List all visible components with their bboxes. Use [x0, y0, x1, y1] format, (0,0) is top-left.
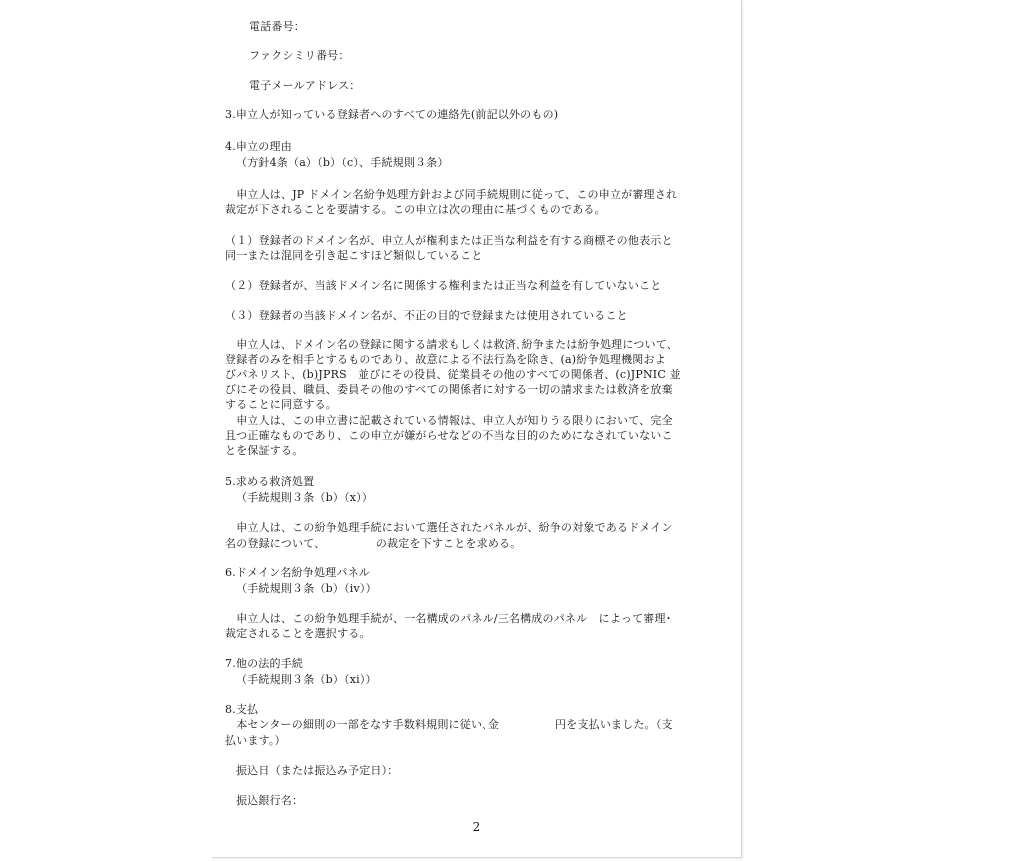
page-number: 2: [472, 820, 481, 834]
reason-1-line: 同一または混同を引き起こすほど類似していること: [225, 249, 483, 262]
section-4-reference: （方針4条（a）（b）（c）、手続規則３条）: [236, 156, 449, 169]
section-5-body-line: 名の登録について、 の裁定を下すことを求める。: [225, 537, 522, 550]
section-7-heading: 7.他の法的手続: [225, 657, 304, 670]
waiver-line: びにその役員、職員、委員その他のすべての関係者に対する一切の請求または救済を放棄: [225, 383, 673, 396]
section-5-body-line: 申立人は、この紛争処理手続において選任されたパネルが、紛争の対象であるドメイン: [225, 521, 673, 534]
section-8-body-line: 払います。）: [225, 734, 286, 747]
section-5-heading: 5.求める救済処置: [225, 475, 315, 488]
waiver-line: 申立人は、ドメイン名の登録に関する請求もしくは救済､紛争または紛争処理について、: [225, 338, 678, 351]
waiver-line: とを保証する。: [225, 444, 304, 457]
section-6-heading: 6.ドメイン名紛争処理パネル: [225, 566, 370, 579]
section-8-body-line: 本センターの細則の一部をなす手数料規則に従い､金 円を支払いました。（支: [225, 718, 673, 731]
reason-2: （２）登録者が、当該ドメイン名に関係する権利または正当な利益を有していないこと: [225, 279, 662, 292]
section-7-reference: （手続規則３条（b）（xi））: [236, 673, 377, 686]
section-5-reference: （手続規則３条（b）（x））: [236, 491, 374, 504]
reason-1-line: （１）登録者のドメイン名が、申立人が権利または正当な利益を有する商標その他表示と: [225, 234, 673, 247]
waiver-line: 登録者のみを相手とするものであり、故意による不法行為を除き、(a)紛争処理機関およ: [225, 353, 666, 366]
document-page: [212, 0, 742, 858]
section-4-heading: 4.申立の理由: [225, 140, 292, 153]
section-4-intro-line: 裁定が下されることを要請する。この申立は次の理由に基づくものである。: [225, 203, 606, 216]
transfer-date-label: 振込日（または振込み予定日）：: [236, 764, 399, 777]
waiver-line: することに同意する。: [225, 398, 337, 411]
waiver-line: 申立人は、この申立書に記載されている情報は、申立人が知りうる限りにおいて、完全: [225, 414, 673, 427]
waiver-line: びパネリスト、(b)JPRS 並びにその役員、従業員その他のすべての関係者、(c)JPNIC 並: [225, 368, 681, 381]
email-field-label: 電子メールアドレス：: [249, 79, 361, 92]
section-4-intro-line: 申立人は、JP ドメイン名紛争処理方針および同手続規則に従って、この申立が審理され: [225, 188, 678, 201]
bank-name-label: 振込銀行名：: [236, 794, 304, 807]
fax-field-label: ファクシミリ番号：: [249, 49, 350, 62]
phone-field-label: 電話番号：: [249, 20, 305, 33]
section-6-body-line: 申立人は、この紛争処理手続が、一名構成のパネル/三名構成のパネル によって審理･: [225, 612, 672, 625]
reason-3: （３）登録者の当該ドメイン名が、不正の目的で登録または使用されていること: [225, 309, 628, 322]
section-3-heading: 3.申立人が知っている登録者へのすべての連絡先(前記以外のもの): [225, 108, 559, 121]
waiver-line: 且つ正確なものであり、この申立が嫌がらせなどの不当な目的のためになされていないこ: [225, 429, 673, 442]
section-6-body-line: 裁定されることを選択する。: [225, 627, 371, 640]
section-6-reference: （手続規則３条（b）（iv））: [236, 582, 377, 595]
section-8-heading: 8.支払: [225, 703, 259, 716]
